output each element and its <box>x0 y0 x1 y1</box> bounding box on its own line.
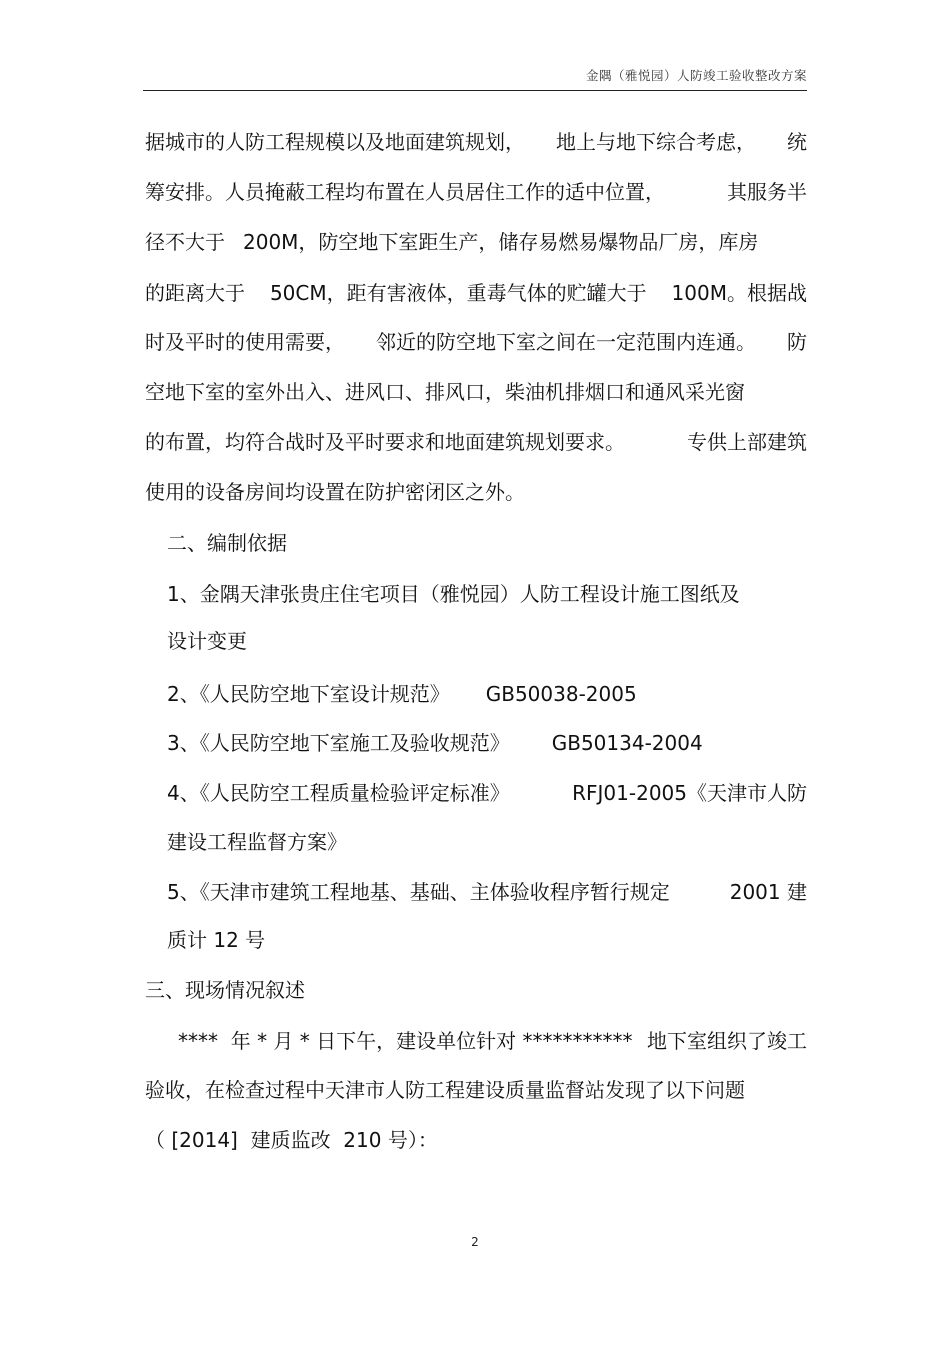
list-item: 质计 12 号 <box>167 928 266 952</box>
paragraph-line: 筹安排。人员掩蔽工程均布置在人员居住工作的适中位置， 其服务半 <box>145 180 807 204</box>
list-item: 设计变更 <box>167 629 247 653</box>
section-heading: 二、编制依据 <box>167 531 287 555</box>
paragraph-line: 的距离大于 50CM，距有害液体，重毒气体的贮罐大于 100M。根据战 <box>145 281 807 305</box>
list-item: 5、《天津市建筑工程地基、基础、主体验收程序暂行规定 2001 建 <box>167 880 807 904</box>
header-rule <box>143 90 807 91</box>
list-item: 3、《人民防空地下室施工及验收规范》 GB50134-2004 <box>167 731 703 755</box>
paragraph-line: **** 年 * 月 * 日下午，建设单位针对 *********** 地下室组织了竣工 <box>178 1029 807 1053</box>
paragraph-line: 据城市的人防工程规模以及地面建筑规划， 地上与地下综合考虑， 统 <box>145 130 807 154</box>
paragraph-line: 验收，在检查过程中天津市人防工程建设质量监督站发现了以下问题 <box>145 1078 745 1102</box>
list-item: 建设工程监督方案》 <box>167 830 347 854</box>
list-item: 1、金隅天津张贵庄住宅项目（雅悦园）人防工程设计施工图纸及 <box>167 582 740 606</box>
paragraph-line: （ [2014] 建质监改 210 号）： <box>145 1128 438 1152</box>
section-heading: 三、现场情况叙述 <box>145 978 305 1002</box>
list-item: 2、《人民防空地下室设计规范》 GB50038-2005 <box>167 682 637 706</box>
paragraph-line: 的布置，均符合战时及平时要求和地面建筑规划要求。 专供上部建筑 <box>145 430 807 454</box>
paragraph-line: 径不大于 200M，防空地下室距生产，储存易燃易爆物品厂房，库房 <box>145 230 759 254</box>
page-number: 2 <box>471 1235 479 1249</box>
paragraph-line: 使用的设备房间均设置在防护密闭区之外。 <box>145 480 525 504</box>
running-header: 金隅（雅悦园）人防竣工验收整改方案 <box>585 68 807 83</box>
paragraph-line: 空地下室的室外出入、进风口、排风口，柴油机排烟口和通风采光窗 <box>145 380 745 404</box>
list-item: 4、《人民防空工程质量检验评定标准》 RFJ01-2005《天津市人防 <box>167 781 807 805</box>
paragraph-line: 时及平时的使用需要， 邻近的防空地下室之间在一定范围内连通。 防 <box>145 330 807 354</box>
